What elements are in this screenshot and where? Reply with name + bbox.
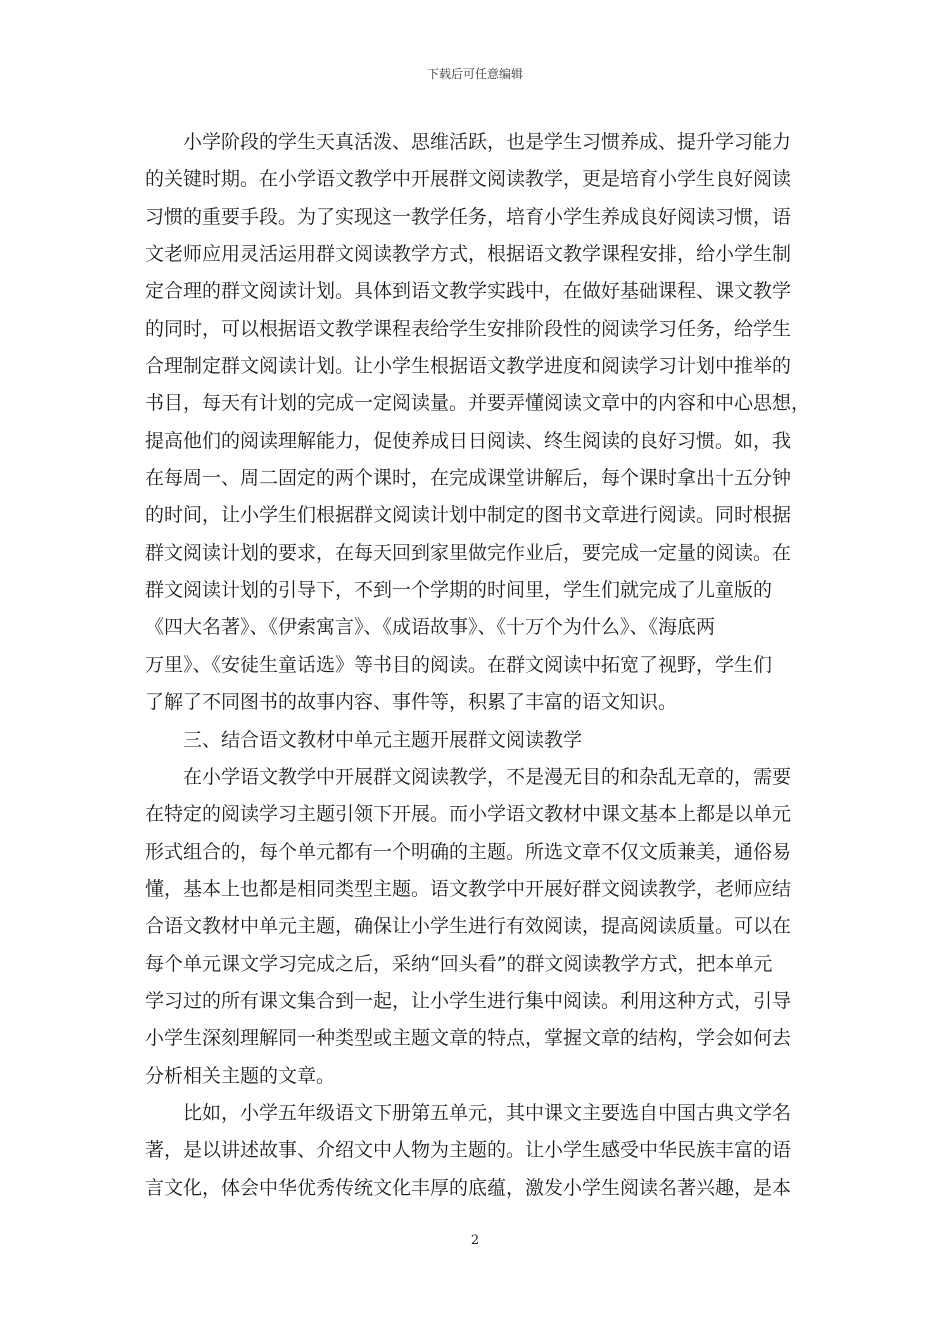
text-line: 的关键时期。在小学语文教学中开展群文阅读教学，更是培育小学生良好阅读	[145, 168, 792, 191]
page-number: 2	[470, 1233, 480, 1248]
header-note: 下载后可任意编辑	[426, 67, 523, 81]
text-line: 定合理的群文阅读计划。具体到语文教学实践中，在做好基础课程、课文教学	[145, 280, 792, 303]
text-line: 形式组合的，每个单元都有一个明确的主题。所选文章不仅文质兼美，通俗易	[145, 840, 792, 863]
text-line: 合理制定群文阅读计划。让小学生根据语文教学进度和阅读学习计划中推举的	[145, 355, 792, 378]
text-line: 在每周一、周二固定的两个课时，在完成课堂讲解后，每个课时拿出十五分钟	[145, 467, 792, 490]
text-line: 著，是以讲述故事、介绍文中人物为主题的。让小学生感受中华民族丰富的语	[145, 1139, 792, 1162]
text-line: 合语文教材中单元主题，确保让小学生进行有效阅读，提高阅读质量。可以在	[145, 915, 792, 938]
text-line: 《四大名著》、《伊索寓言》、《成语故事》、《十万个为什么》、《海底两	[145, 616, 716, 639]
text-line: 小学生深刻理解同一种类型或主题文章的特点，掌握文章的结构，学会如何去	[145, 1027, 792, 1050]
text-line: 文老师应用灵活运用群文阅读教学方式，根据语文教学课程安排，给小学生制	[145, 243, 792, 266]
text-line: 在特定的阅读学习主题引领下开展。而小学语文教材中课文基本上都是以单元	[145, 803, 792, 826]
text-line: 了解了不同图书的故事内容、事件等，积累了丰富的语文知识。	[145, 691, 678, 714]
text-line: 的时间，让小学生们根据群文阅读计划中制定的图书文章进行阅读。同时根据	[145, 504, 792, 527]
body-text	[145, 124, 813, 1207]
text-line: 万里》、《安徒生童话选》等书目的阅读。在群文阅读中拓宽了视野，学生们	[145, 653, 773, 676]
text-line: 习惯的重要手段。为了实现这一教学任务，培育小学生养成良好阅读习惯，语	[145, 205, 792, 228]
text-line: 提高他们的阅读理解能力，促使养成日日阅读、终生阅读的良好习惯。如，我	[145, 429, 792, 452]
text-line: 书目，每天有计划的完成一定阅读量。并要弄懂阅读文章中的内容和中心思想，	[145, 392, 811, 415]
text-line: 在小学语文教学中开展群文阅读教学，不是漫无目的和杂乱无章的，需要	[183, 765, 792, 788]
text-line: 小学阶段的学生天真活泼、思维活跃，也是学生习惯养成、提升学习能力	[183, 131, 792, 153]
text-line: 群文阅读计划的引导下，不到一个学期的时间里，学生们就完成了儿童版的	[145, 579, 773, 602]
text-line: 学习过的所有课文集合到一起，让小学生进行集中阅读。利用这种方式，引导	[145, 989, 792, 1012]
text-line: 的同时，可以根据语文教学课程表给学生安排阶段性的阅读学习任务，给学生	[145, 317, 792, 340]
text-line: 群文阅读计划的要求，在每天回到家里做完作业后，要完成一定量的阅读。在	[145, 541, 792, 564]
text-line: 每个单元课文学习完成之后，采纳“回头看”的群文阅读教学方式，把本单元	[145, 952, 773, 975]
text-line: 懂，基本上也都是相同类型主题。语文教学中开展好群文阅读教学，老师应结	[145, 877, 792, 900]
text-line: 分析相关主题的文章。	[145, 1064, 336, 1087]
text-line: 比如，小学五年级语文下册第五单元，其中课文主要选自中国古典文学名	[183, 1101, 792, 1124]
section-heading: 三、结合语文教材中单元主题开展群文阅读教学	[183, 728, 583, 751]
text-line: 言文化，体会中华优秀传统文化丰厚的底蕴，激发小学生阅读名著兴趣，是本	[145, 1176, 792, 1199]
